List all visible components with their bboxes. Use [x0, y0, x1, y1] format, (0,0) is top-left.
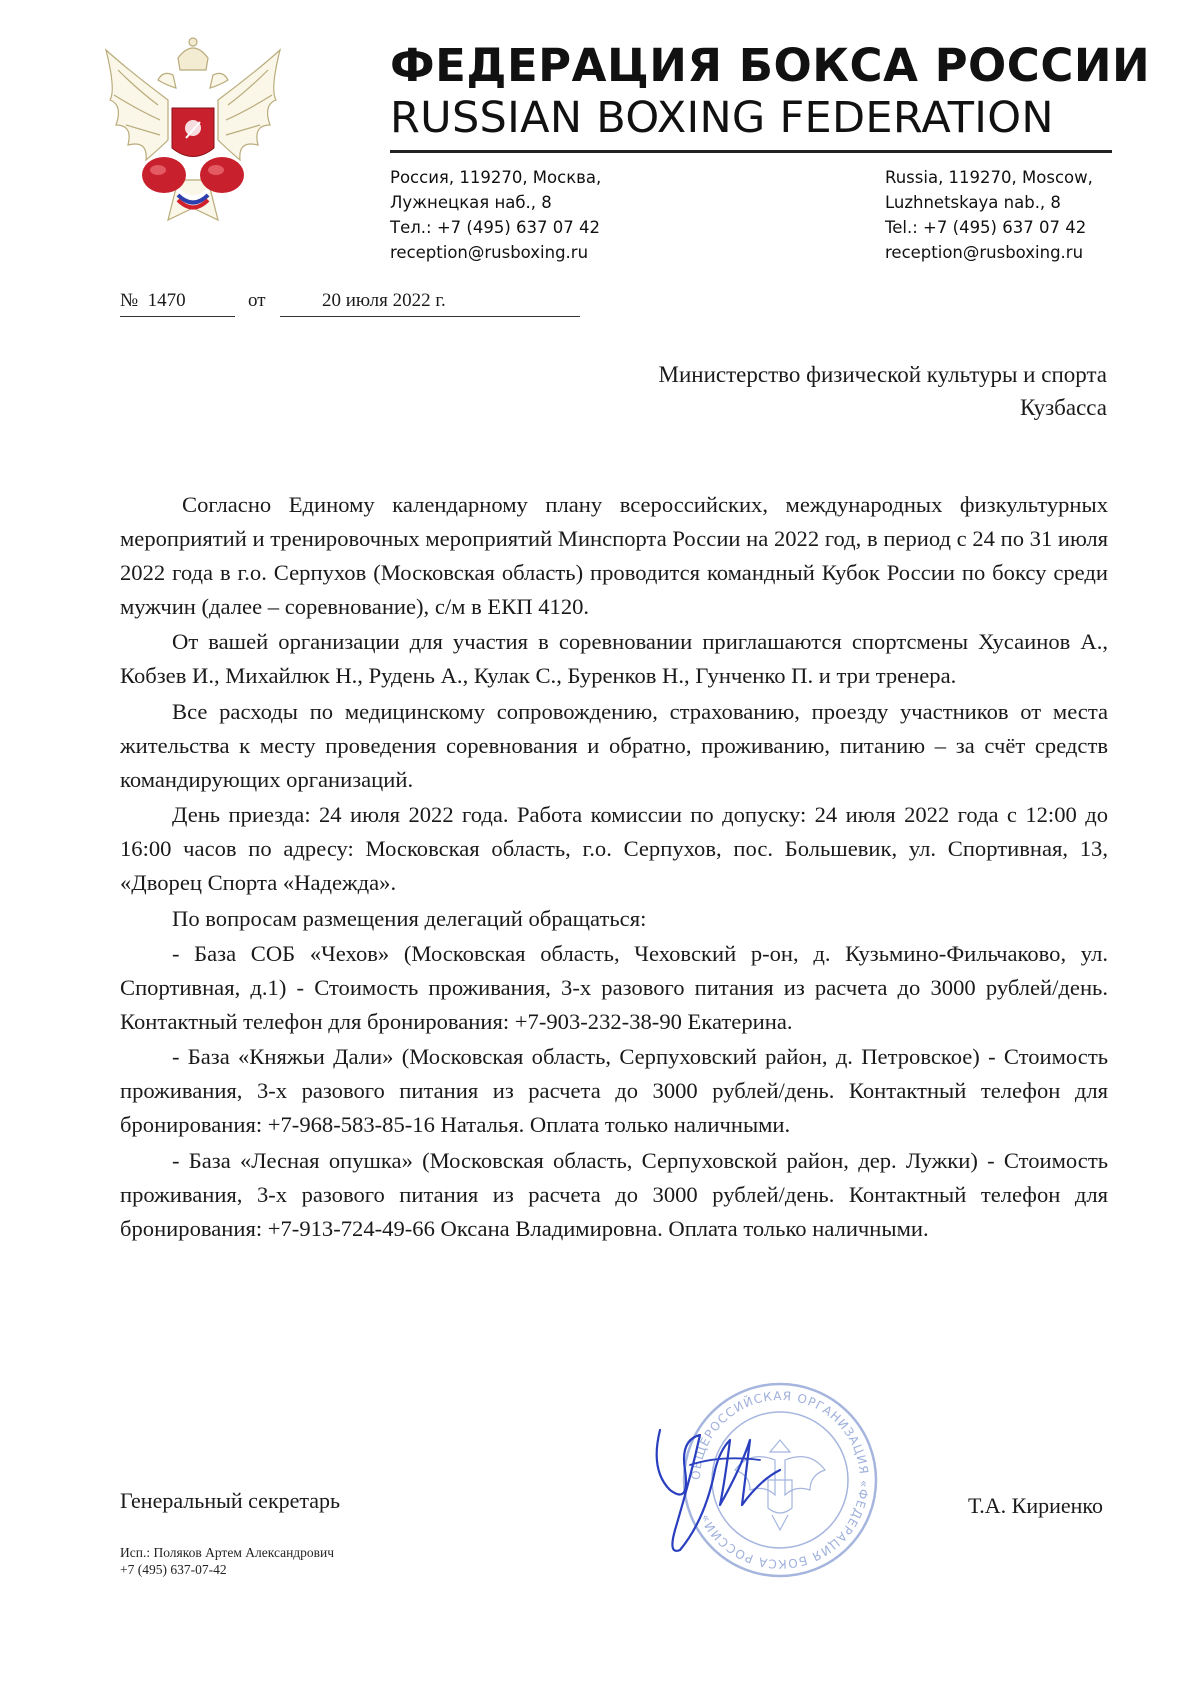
address-en-line: Luzhnetskaya nab., 8 [885, 193, 1061, 212]
number-value: 1470 [147, 290, 186, 311]
address-ru-email: reception@rusboxing.ru [390, 243, 589, 262]
letter-body [120, 488, 1108, 1247]
address-ru-line: Россия, 119270, Москва, [390, 168, 602, 187]
address-ru-line: Лужнецкая наб., 8 [390, 193, 552, 212]
address-ru [390, 165, 601, 265]
signer-name: Т.А. Кириенко [968, 1493, 1103, 1518]
body-paragraph: Все расходы по медицинскому сопровождению, страхованию, проезду участников от места жительства к месту проведения соревнования и обратно, проживанию, питанию – за счёт средств командирующих организаций. [120, 698, 1108, 792]
body-paragraph: Согласно Единому календарному плану всероссийских, международных физкультурных мероприятий и тренировочных мероприятий Минспорта России на 2022 год, в период с 24 по 31 июля 2022 года в г.о. Серпухов (Московская область) проводится командный Кубок России по боксу среди мужчин (далее – соревнование), с/м в ЕКП 4120. [120, 492, 1108, 619]
address-en-line: Tel.: +7 (495) 637 07 42 [885, 218, 1087, 237]
body-paragraph: - База «Лесная опушка» (Московская область, Серпуховской район, дер. Лужки) - Стоимость проживания, 3-х разового питания из расчета до 3000 рублей/день. Контактный телефон для бронирования: +7-913-724-49-66 Оксана Владимировна. Оплата только наличными. [120, 1147, 1108, 1241]
body-paragraph: По вопросам размещения делегаций обращаться: [172, 905, 647, 931]
recipient-block [659, 358, 1107, 424]
registration-number [120, 290, 235, 317]
number-label: № [120, 290, 139, 311]
org-name-ru: ФЕДЕРАЦИЯ БОКСА РОССИИ [390, 39, 1151, 92]
body-paragraph: День приезда: 24 июля 2022 года. Работа комиссии по допуску: 24 июля 2022 года с 12:00 до 16:00 часов по адресу: Московская область, г.о. Серпухов, пос. Большевик, ул. Спортивная, 13, «Дворец Спорта «Надежда». [120, 802, 1108, 896]
registration-date: 20 июля 2022 г. [280, 290, 580, 317]
stamp-text: ОБЩЕРОССИЙСКАЯ ОРГАНИЗАЦИЯ «ФЕДЕРАЦИЯ БОКСА РОССИИ» [688, 1388, 872, 1572]
address-ru-line: Тел.: +7 (495) 637 07 42 [390, 218, 600, 237]
organization-name [390, 39, 1151, 144]
executor-info [120, 1544, 334, 1578]
recipient-line: Кузбасса [1019, 395, 1107, 420]
executor-name: Исп.: Поляков Артем Александрович [120, 1545, 335, 1560]
handwritten-signature [630, 1410, 790, 1570]
date-prefix: от [248, 290, 266, 311]
body-paragraph: - База СОБ «Чехов» (Московская область, Чеховский р-он, д. Кузьмино-Фильчаково, ул. Спортивная, д.1) - Стоимость проживания, 3-х разового питания из расчета до 3000 рублей/день. Контактный телефон для бронирования: +7-903-232-38-90 Екатерина. [120, 940, 1108, 1034]
executor-phone: +7 (495) 637-07-42 [120, 1562, 227, 1577]
address-en-line: Russia, 119270, Moscow, [885, 168, 1093, 187]
signer-title: Генеральный секретарь [120, 1488, 341, 1513]
address-en [885, 165, 1093, 265]
eagle-boxing-emblem-icon [98, 30, 288, 226]
header-divider [390, 150, 1112, 153]
body-paragraph: От вашей организации для участия в соревновании приглашаются спортсмены Хусаинов А., Кобзев И., Михайлюк Н., Рудень А., Кулак С., Буренков Н., Гунченко П. и три тренера. [120, 629, 1108, 689]
address-en-email: reception@rusboxing.ru [885, 243, 1084, 262]
body-paragraph: - База «Княжьи Дали» (Московская область, Серпуховский район, д. Петровское) - Стоимость проживания, 3-х разового питания из расчета до 3000 рублей/день. Контактный телефон для бронирования: +7-968-583-85-16 Наталья. Оплата только наличными. [120, 1044, 1108, 1138]
org-name-en: RUSSIAN BOXING FEDERATION [390, 93, 1054, 143]
recipient-line: Министерство физической культуры и спорта [658, 362, 1107, 387]
